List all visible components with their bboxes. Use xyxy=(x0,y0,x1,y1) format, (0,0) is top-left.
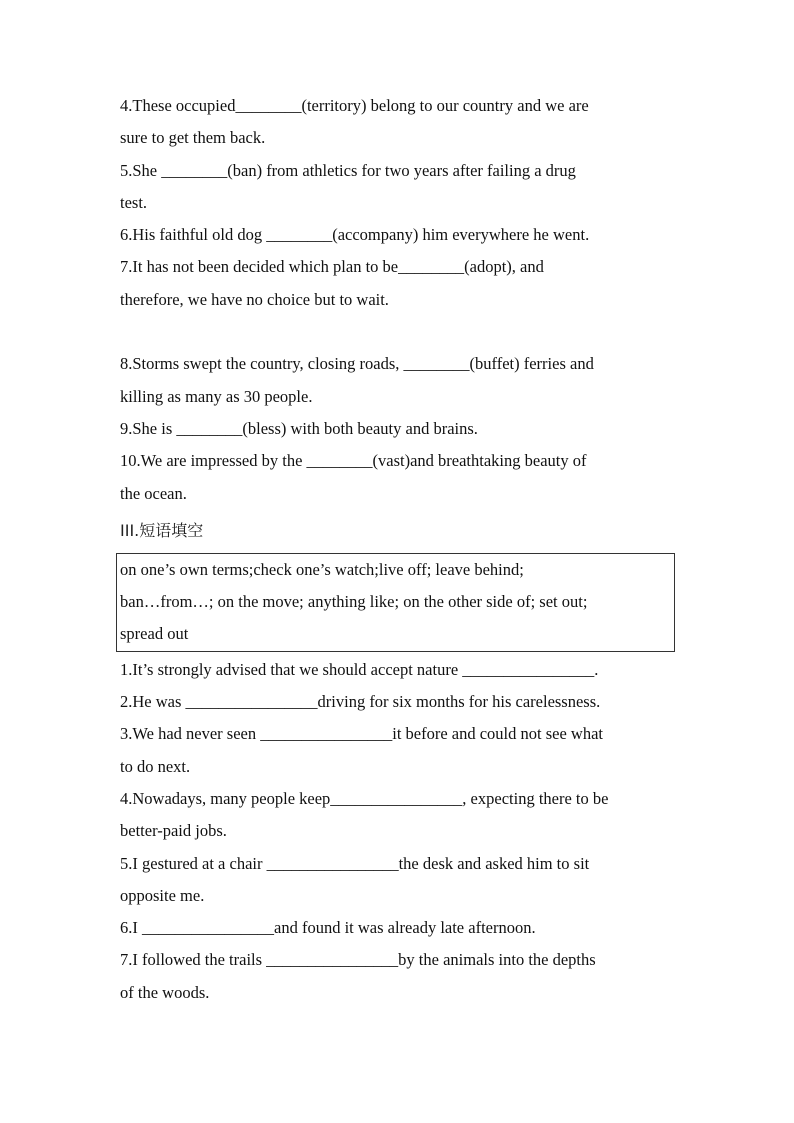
exercise-line: 5.I gestured at a chair ________________the desk and asked him to sit xyxy=(120,853,590,873)
blank-line xyxy=(120,316,680,348)
exercise-line: 7.I followed the trails ________________by the animals into the depths xyxy=(120,950,596,970)
exercise-line: 8.Storms swept the country, closing roads, ________(buffet) ferries and xyxy=(120,354,594,374)
exercise-line: 4.These occupied________(territory) belong to our country and we are xyxy=(120,96,589,115)
phrase-bank-box xyxy=(116,553,675,652)
phrase-bank-line: spread out xyxy=(120,624,189,644)
exercise-line: therefore, we have no choice but to wait. xyxy=(120,289,389,309)
exercise-line: the ocean. xyxy=(120,483,187,503)
section2-exercises xyxy=(120,90,680,510)
exercise-line: 4.Nowadays, many people keep________________, expecting there to be xyxy=(120,788,609,808)
exercise-line: opposite me. xyxy=(120,885,205,905)
exercise-line: to do next. xyxy=(120,756,191,776)
worksheet-page xyxy=(120,90,680,1009)
exercise-line: test. xyxy=(120,192,148,212)
exercise-line: 6.I ________________and found it was already late afternoon. xyxy=(120,918,536,938)
exercise-line: 2.He was ________________driving for six months for his carelessness. xyxy=(120,692,601,712)
exercise-line: 6.His faithful old dog ________(accompany) him everywhere he went. xyxy=(120,225,590,245)
exercise-line: better-paid jobs. xyxy=(120,821,227,841)
phrase-bank-line: on one’s own terms;check one’s watch;live off; leave behind; xyxy=(120,559,524,579)
exercise-line: 9.She is ________(bless) with both beauty and brains. xyxy=(120,418,478,438)
exercise-line: 3.We had never seen ________________it before and could not see what xyxy=(120,724,603,744)
exercise-line: 10.We are impressed by the ________(vast)and breathtaking beauty of xyxy=(120,451,587,471)
exercise-line: killing as many as 30 people. xyxy=(120,386,313,406)
section3-heading: III.短语填空 xyxy=(120,520,204,540)
phrase-bank-line: ban…from…; on the move; anything like; on the other side of; set out; xyxy=(120,592,588,612)
section3-exercises xyxy=(120,654,680,1009)
exercise-line: sure to get them back. xyxy=(120,128,266,148)
exercise-line: of the woods. xyxy=(120,982,210,1002)
exercise-line: 5.She ________(ban) from athletics for two years after failing a drug xyxy=(120,160,576,180)
exercise-line: 1.It’s strongly advised that we should accept nature ________________. xyxy=(120,659,599,679)
exercise-line: 7.It has not been decided which plan to be________(adopt), and xyxy=(120,257,544,277)
